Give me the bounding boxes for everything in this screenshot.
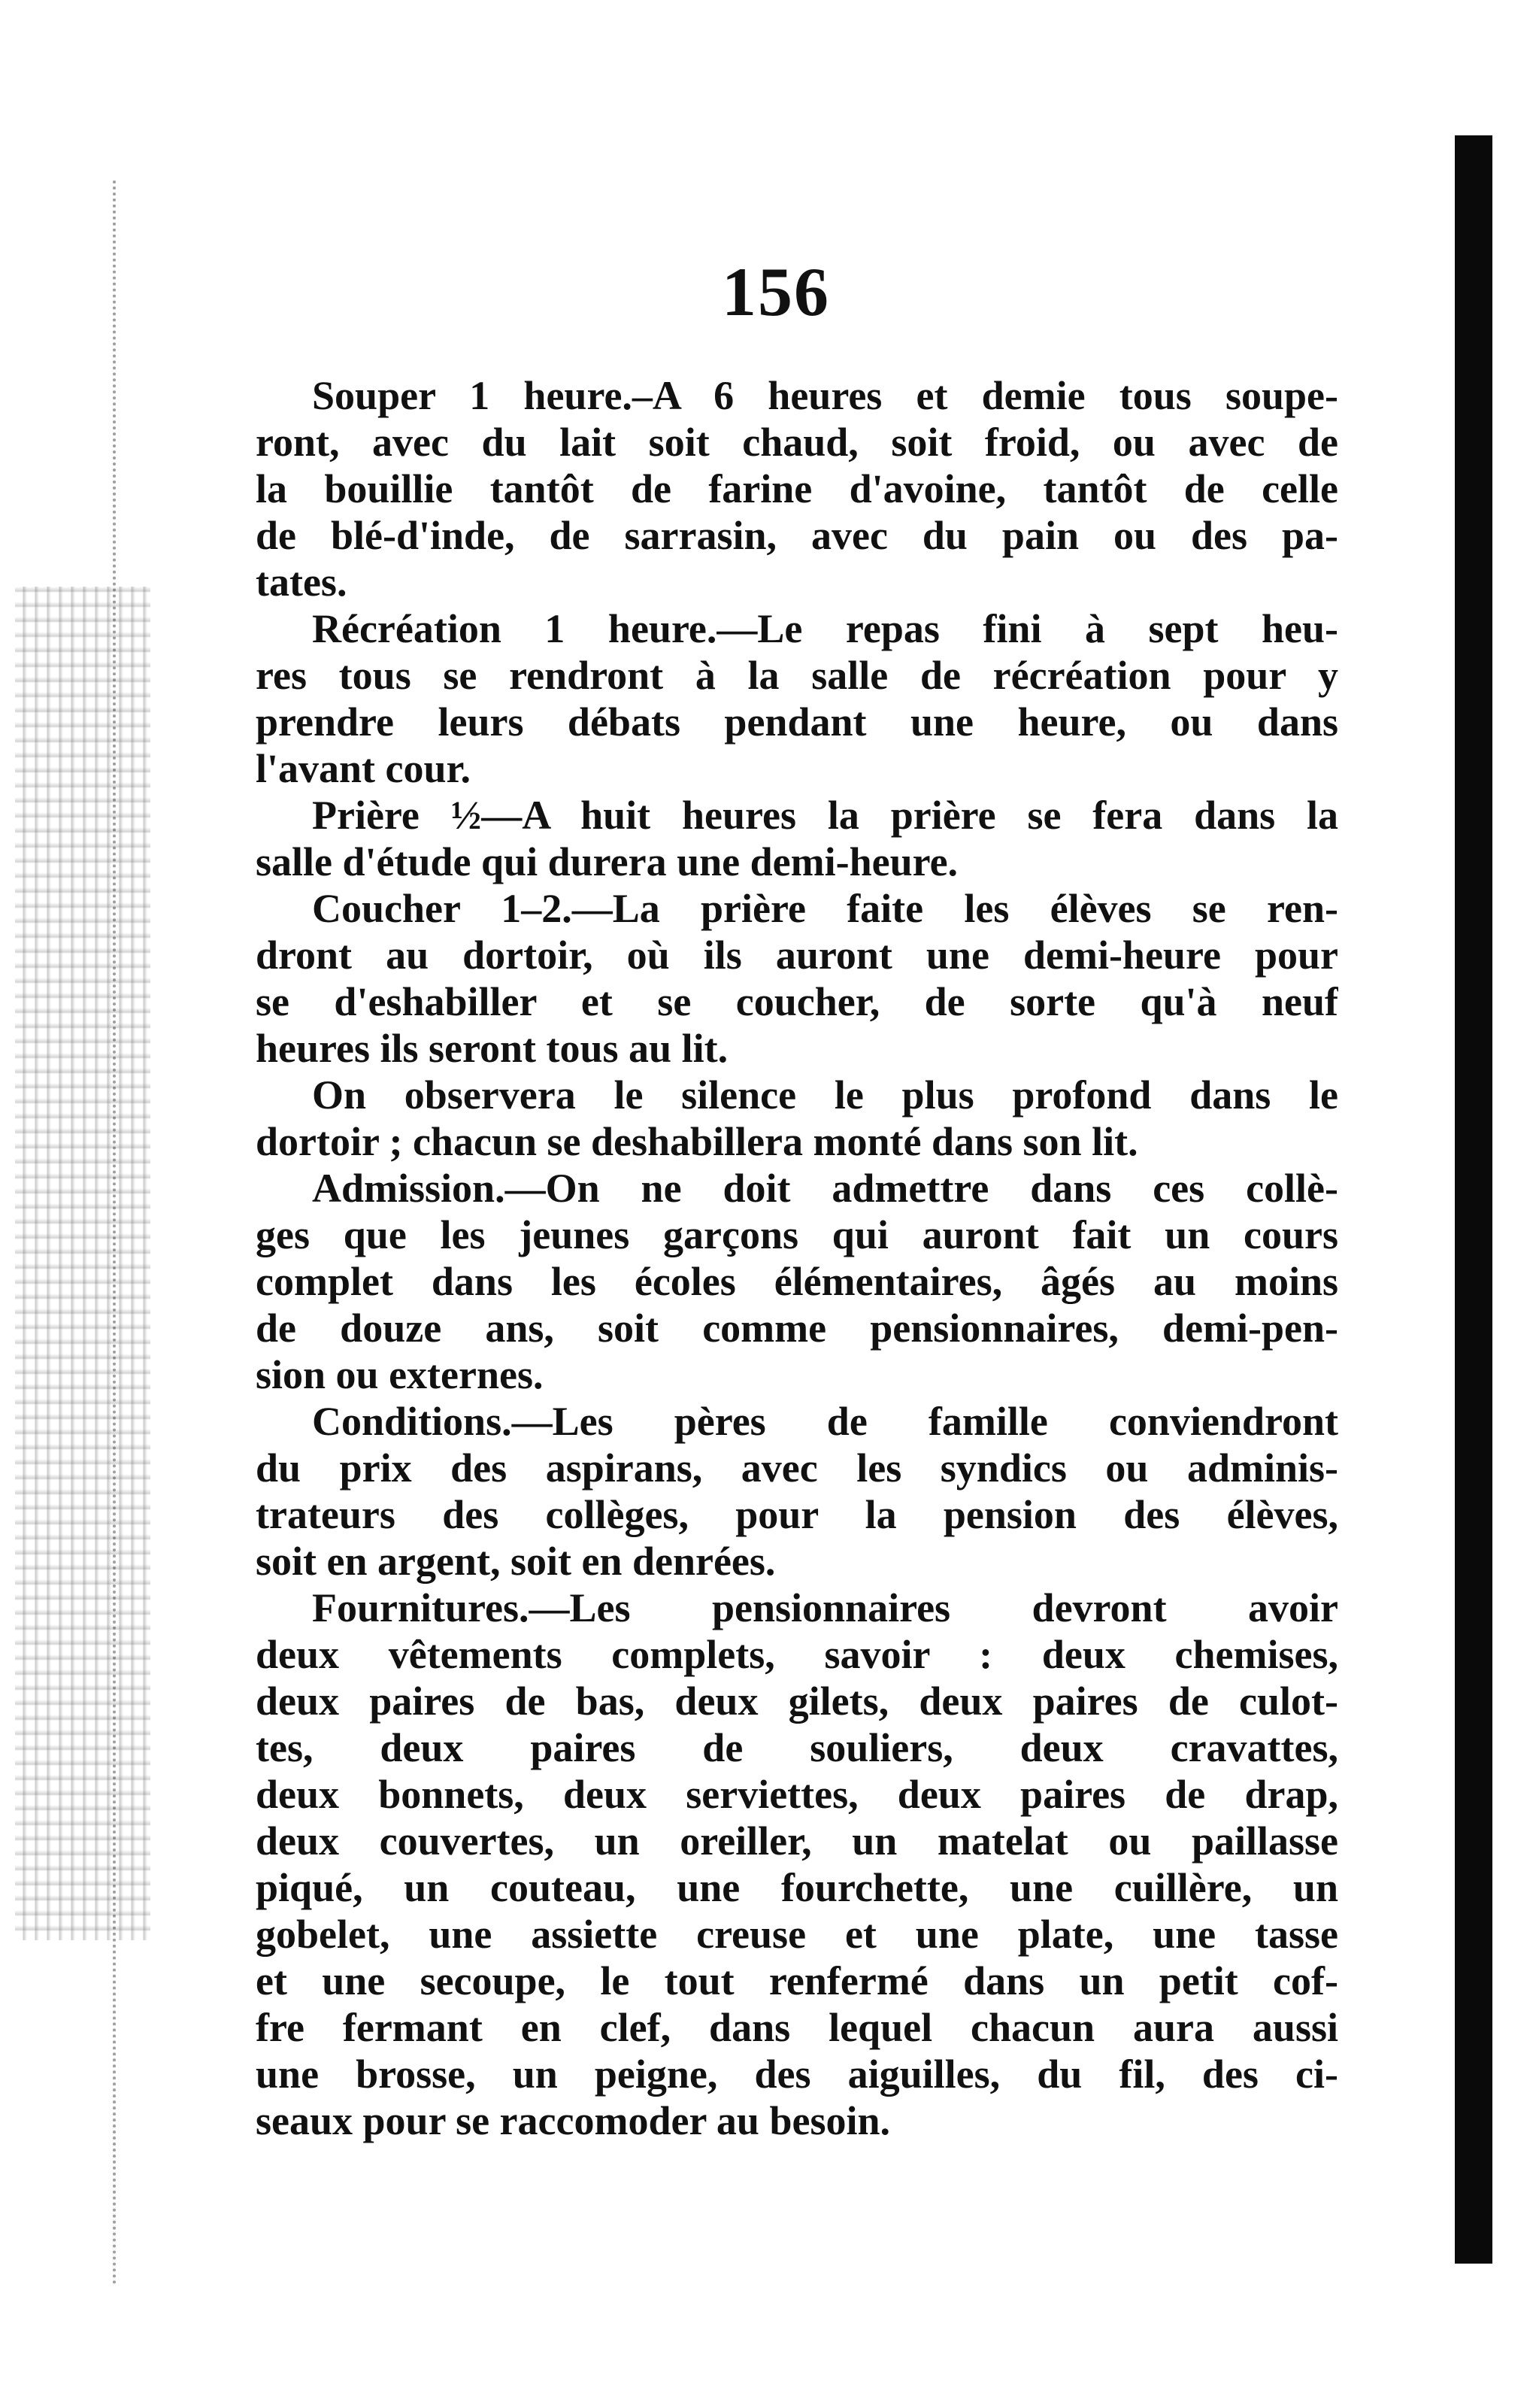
text-line: soit en argent, soit en denrées. <box>256 1539 776 1584</box>
text-line: deux paires de bas, deux gilets, deux paires de culot- <box>256 1679 1338 1724</box>
text-line: ges que les jeunes garçons qui auront fait un cours <box>256 1212 1338 1257</box>
text-line: dront au dortoir, où ils auront une demi-heure pour <box>256 933 1338 978</box>
text-line: la bouillie tantôt de farine d'avoine, tantôt de celle <box>256 466 1338 511</box>
scan-binding-edge <box>1455 135 1492 2264</box>
text-line: tes, deux paires de souliers, deux cravattes, <box>256 1725 1338 1770</box>
text-line: Admission.—On ne doit admettre dans ces collè- <box>312 1166 1338 1211</box>
text-line: l'avant cour. <box>256 746 471 791</box>
text-line: Conditions.—Les pères de famille conviendront <box>312 1399 1338 1444</box>
text-line: res tous se rendront à la salle de récréation pour y <box>256 653 1338 698</box>
text-line: complet dans les écoles élémentaires, âgés au moins <box>256 1259 1338 1304</box>
text-line: prendre leurs débats pendant une heure, ou dans <box>256 699 1338 745</box>
text-line: fre fermant en clef, dans lequel chacun aura aussi <box>256 2005 1338 2050</box>
text-line: une brosse, un peigne, des aiguilles, du fil, des ci- <box>256 2052 1338 2097</box>
text-line: deux bonnets, deux serviettes, deux paires de drap, <box>256 1772 1338 1817</box>
text-line: gobelet, une assiette creuse et une plate, une tasse <box>256 1912 1338 1957</box>
text-line: Fournitures.—Les pensionnaires devront avoir <box>312 1585 1338 1630</box>
text-line: Souper 1 heure.–A 6 heures et demie tous soupe- <box>312 373 1338 418</box>
scan-edge-noise <box>15 587 150 1940</box>
text-line: de douze ans, soit comme pensionnaires, demi-pen- <box>256 1306 1338 1351</box>
text-line: et une secoupe, le tout renfermé dans un petit cof- <box>256 1958 1338 2003</box>
text-line: deux vêtements complets, savoir : deux chemises, <box>256 1632 1338 1677</box>
text-line: se d'eshabiller et se coucher, de sorte qu'à neuf <box>256 979 1338 1024</box>
page-number: 156 <box>722 253 830 330</box>
scan-edge-dots <box>113 180 125 2286</box>
text-line: On observera le silence le plus profond dans le <box>312 1072 1338 1118</box>
text-line: Récréation 1 heure.—Le repas fini à sept heu- <box>312 606 1338 651</box>
body-text <box>256 372 1338 2144</box>
text-line: ront, avec du lait soit chaud, soit froid, ou avec de <box>256 420 1338 465</box>
text-line: salle d'étude qui durera une demi-heure. <box>256 839 959 884</box>
text-line: Coucher 1–2.—La prière faite les élèves se ren- <box>312 886 1338 931</box>
text-line: seaux pour se raccomoder au besoin. <box>256 2098 891 2143</box>
text-line: sion ou externes. <box>256 1352 544 1397</box>
text-line: du prix des aspirans, avec les syndics ou adminis- <box>256 1445 1338 1491</box>
text-line: heures ils seront tous au lit. <box>256 1026 729 1071</box>
text-line: deux couvertes, un oreiller, un matelat ou paillasse <box>256 1818 1338 1864</box>
text-line: de blé-d'inde, de sarrasin, avec du pain ou des pa- <box>256 513 1338 558</box>
text-line: tates. <box>256 560 347 605</box>
text-line: dortoir ; chacun se deshabillera monté dans son lit. <box>256 1119 1138 1164</box>
text-line: piqué, un couteau, une fourchette, une cuillère, un <box>256 1865 1338 1910</box>
text-line: Prière ½—A huit heures la prière se fera dans la <box>312 793 1338 838</box>
text-line: trateurs des collèges, pour la pension des élèves, <box>256 1492 1338 1537</box>
